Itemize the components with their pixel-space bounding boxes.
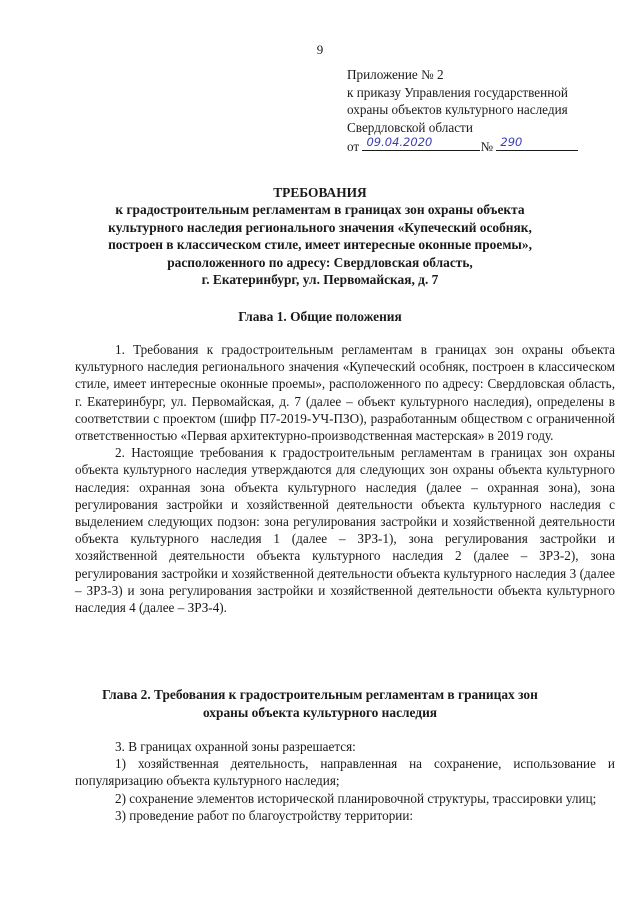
chapter2-heading-line: Глава 2. Требования к градостроительным регламентам в границах зон [102, 687, 538, 702]
chapter1-heading: Глава 1. Общие положения [238, 309, 402, 324]
handwritten-date: 09.04.2020 [366, 134, 433, 149]
appendix-block [347, 66, 637, 156]
chapter1-body [75, 341, 615, 616]
appendix-line: Свердловской области [347, 119, 473, 135]
from-label: от [347, 139, 360, 155]
title-line: построен в классическом стиле, имеет интересные оконные проемы», [108, 237, 532, 253]
paragraph-3: 3. В границах охранной зоны разрешается: [115, 739, 356, 754]
document-title [60, 184, 580, 288]
appendix-line: Приложение № 2 [347, 67, 444, 82]
title-line: культурного наследия регионального значения «Купеческий особняк, [108, 219, 532, 235]
list-item-3: 3) проведение работ по благоустройству территории: [115, 807, 414, 823]
chapter2-heading [40, 686, 600, 721]
title-line: расположенного по адресу: Свердловская область, [167, 254, 473, 270]
title-line: к градостроительным регламентам в границах зон охраны объекта [115, 202, 525, 218]
title-line: г. Екатеринбург, ул. Первомайская, д. 7 [201, 272, 439, 288]
chapter2-body [75, 738, 615, 824]
handwritten-number: 290 [500, 134, 523, 149]
paragraph-2: 2. Настоящие требования к градостроительным регламентам в границах зон охраны объекта культурного наследия утверждаются для следующих зон охраны объекта культурного наследия: охранная зона объекта культурного наследия (далее – охранная зона), зона регулирования застройки и хозяйственной деятельности объекта культурного наследия с выделением следующих подзон: зона регулирования застройки и хозяйственной деятельности объекта культурного наследия 1 (далее – ЗРЗ-1), зона регулирования застройки и хозяйственной деятельности объекта культурного наследия 2 (далее – ЗРЗ-2), зона регулирования застройки и хозяйственной деятельности объекта культурного наследия 3 (далее – ЗРЗ-3) и зона регулирования застройки и хозяйственной деятельности объекта культурного наследия 4 (далее – ЗРЗ-4). [75, 445, 615, 616]
appendix-line: охраны объектов культурного наследия [347, 102, 568, 118]
list-item-1: 1) хозяйственная деятельность, направленная на сохранение, использование и популяризацию объекта культурного наследия; [75, 756, 615, 789]
date-field [362, 136, 480, 151]
page-number: 9 [316, 42, 324, 57]
paragraph-1: 1. Требования к градостроительным регламентам в границах зон охраны объекта культурного наследия регионального значения «Купеческий особняк, построен в классическом стиле, имеет интересные оконные проемы», расположенного по адресу: Свердловская область, г. Екатеринбург, ул. Первомайская, д. 7 (далее – объект культурного наследия), определены в соответствии с проектом (шифр П7-2019-УЧ-ПЗО), разработанным обществом с ограниченной ответственностью «Первая архитектурно-производственная мастерская» в 2019 году. [75, 342, 615, 444]
number-field [496, 136, 578, 151]
appendix-date-number-line [347, 136, 637, 156]
title-heading: ТРЕБОВАНИЯ [273, 185, 367, 200]
number-label: № [480, 139, 494, 155]
appendix-line: к приказу Управления государственной [347, 84, 568, 100]
chapter2-heading-line: охраны объекта культурного наследия [202, 704, 438, 720]
list-item-2: 2) сохранение элементов исторической планировочной структуры, трассировки улиц; [115, 790, 597, 806]
